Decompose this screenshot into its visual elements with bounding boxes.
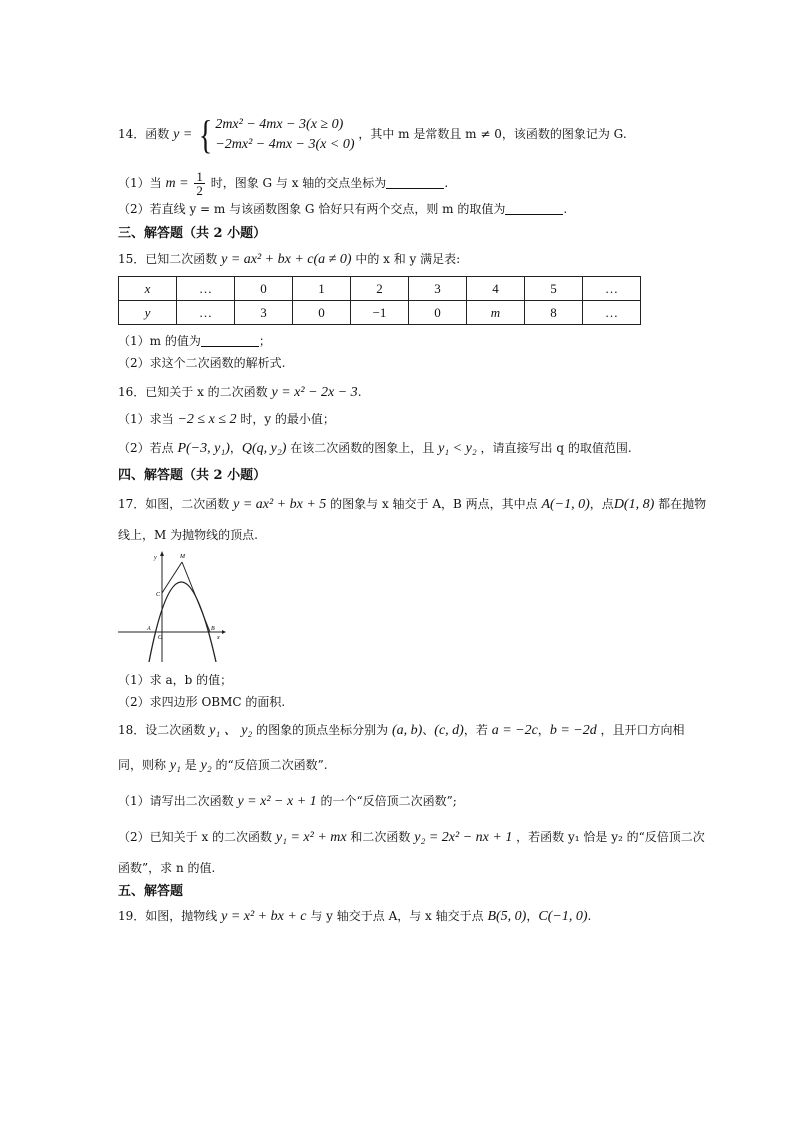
answer-blank	[505, 202, 563, 215]
q18-part2-line2: 函数”，求 n 的值.	[118, 861, 216, 875]
q17-stem: 17．如图，二次函数 y = ax² + bx + 5 的图象与 x 轴交于 A，B 两点，其中点 A(−1, 0)，点D(1, 8) 都在抛物	[118, 497, 707, 512]
table-row-x: x … 0 1 2 3 4 5 …	[119, 277, 641, 301]
q15-part2: （2）求这个二次函数的解析式.	[118, 356, 286, 370]
q14-part1: （1）当 m = $\frac{1}{2}$ 时，图象 G 与 x 轴的交点坐标为 .	[118, 169, 449, 198]
q17-stem-line2: 线上，M 为抛物线的顶点.	[118, 528, 258, 542]
q16-part2: （2）若点 P(−3, y₁)，Q(q, y₂) 在该二次函数的图象上，且 y₁ < y₂ ，请直接写出 q 的取值范围.	[118, 441, 632, 456]
q14-number: 14．函数	[118, 127, 170, 141]
y-axis-arrow-icon	[160, 551, 164, 556]
q15-stem: 15．已知二次函数 y = ax² + bx + c(a ≠ 0) 中的 x 和 y 满足表:	[118, 252, 461, 267]
q17-parabola-graph	[118, 550, 228, 662]
section-5-heading: 五、解答题	[118, 884, 184, 899]
q18-part1: （1）请写出二次函数 y = x² − x + 1 的一个“反倍顶二次函数”;	[118, 794, 457, 809]
segment-mb	[182, 562, 210, 632]
q14-case-2: −2mx² − 4mx − 3(x < 0)	[215, 137, 355, 152]
answer-blank	[201, 334, 259, 347]
label-y: y	[154, 555, 157, 561]
q18-part2: （2）已知关于 x 的二次函数 y₁ = x² + mx 和二次函数 y₂ = 2x² − nx + 1 ，若函数 y₁ 恰是 y₂ 的“反倍顶二次	[118, 830, 705, 845]
q16-part1: （1）求当 −2 ≤ x ≤ 2 时，y 的最小值；	[118, 412, 335, 427]
q18-stem-line2: 同，则称 y₁ 是 y₂ 的“反倍顶二次函数”.	[118, 758, 328, 773]
left-brace-icon: {	[198, 112, 213, 157]
q14-stem	[118, 112, 627, 157]
q14-tail: ，其中 m 是常数且 m ≠ 0，该函数的图象记为 G.	[358, 127, 627, 141]
q17-part2: （2）求四边形 OBMC 的面积.	[118, 695, 286, 709]
q14-piecewise	[196, 113, 354, 157]
label-c: C	[156, 592, 161, 598]
label-x: x	[217, 635, 220, 641]
q15-value-table	[118, 276, 641, 325]
label-o: O	[158, 635, 163, 641]
table-row-y: y … 3 0 −1 0 m 8 …	[119, 301, 641, 325]
section-4-heading: 四、解答题（共 2 小题）	[118, 468, 267, 483]
q14-y-eq: y =	[173, 127, 193, 142]
label-a: A	[147, 626, 151, 632]
x-axis-arrow-icon	[222, 630, 226, 634]
q19-stem: 19．如图，抛物线 y = x² + bx + c 与 y 轴交于点 A，与 x 轴交于点 B(5, 0)，C(−1, 0).	[118, 909, 592, 924]
q14-part2: （2）若直线 y = m 与该函数图象 G 恰好只有两个交点，则 m 的取值为 .	[118, 202, 568, 216]
fraction-one-half: $\frac{1}{2}$	[196, 169, 203, 198]
label-m: M	[180, 554, 185, 560]
q15-part1: （1）m 的值为 ；	[118, 334, 271, 348]
section-3-heading: 三、解答题（共 2 小题）	[118, 226, 267, 241]
answer-blank	[386, 176, 444, 189]
q14-case-1: 2mx² − 4mx − 3(x ≥ 0)	[215, 117, 344, 132]
q16-stem: 16．已知关于 x 的二次函数 y = x² − 2x − 3.	[118, 385, 362, 400]
q17-part1: （1）求 a，b 的值；	[118, 673, 233, 687]
q18-stem: 18．设二次函数 y₁ 、 y₂ 的图象的顶点坐标分别为 (a, b)、(c, d)，若 a = −2c，b = −2d ，且开口方向相	[118, 723, 685, 738]
label-b: B	[211, 626, 215, 632]
